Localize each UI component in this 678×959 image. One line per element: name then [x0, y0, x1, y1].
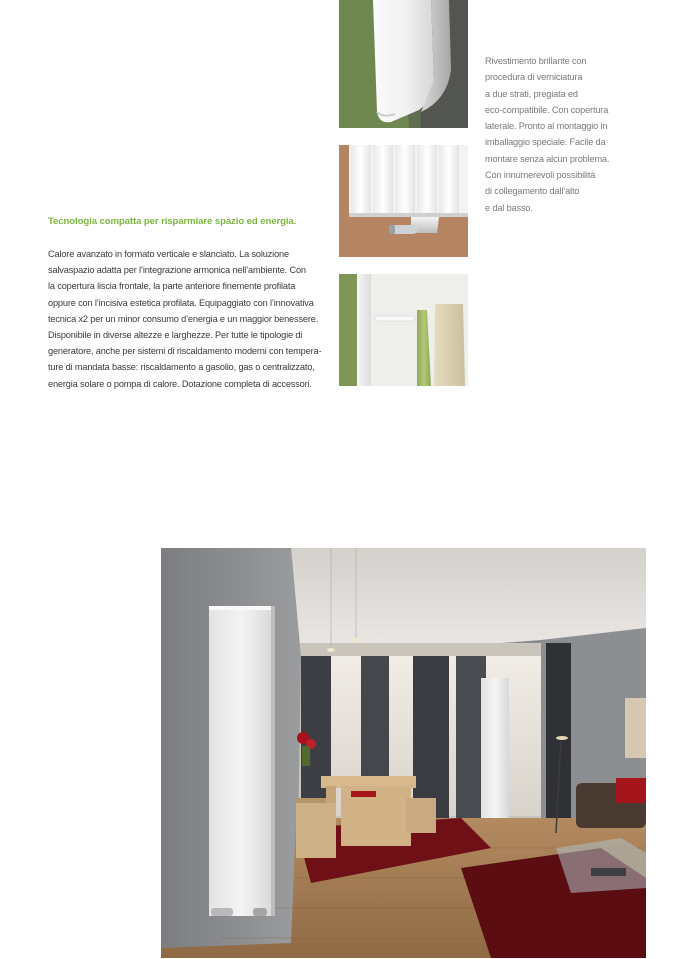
caption-line: e dal basso. — [485, 202, 533, 213]
radiator-towel-bar-illustration — [339, 274, 468, 386]
photo-living-room-interior — [161, 548, 646, 958]
caption-line: di collegamento dall’alto — [485, 186, 580, 197]
body-line: energia solare o pompa di calore. Dotazione completa di accessori. — [48, 378, 312, 389]
photo-radiator-valve — [339, 145, 468, 257]
caption-line: Rivestimento brillante con — [485, 56, 587, 66]
body-line: Calore avanzato in formato verticale e slanciato. La soluzione — [48, 249, 289, 259]
body-line: tecnica x2 per un minor consumo d’energia e un maggior benessere. — [48, 313, 319, 324]
radiator-valve-illustration — [339, 145, 468, 257]
body-line: Disponibile in diverse altezze e larghezze. Per tutte le tipologie di — [48, 330, 303, 341]
body-line: ture di mandata basse: riscaldamento a gasolio, gas o centralizzato, — [48, 362, 315, 373]
caption-line: Con innumerevoli possibilità — [485, 170, 596, 181]
caption-line: laterale. Pronto al montaggio in — [485, 121, 608, 132]
caption-line: procedura di verniciatura — [485, 72, 583, 83]
caption-line: a due strati, pregiata ed — [485, 88, 578, 99]
side-caption — [485, 53, 625, 216]
body-line: generatore, anche per sistemi di riscaldamento moderni con tempera- — [48, 346, 322, 357]
caption-line: eco-compatibile. Con copertura — [485, 104, 609, 115]
radiator-side-cover-illustration — [339, 0, 468, 128]
section-heading: Tecnologia compatta per risparmiare spazio ed energia. — [48, 216, 297, 227]
photo-radiator-towel-bar — [339, 274, 468, 386]
photo-radiator-side-cover — [339, 0, 468, 128]
body-line: la copertura liscia frontale, la parte anteriore finemente profilata — [48, 281, 296, 292]
body-line: oppure con l’incisiva estetica profilata. Equipaggiato con l’innovativa — [48, 297, 314, 308]
body-line: salvaspazio adatta per l’integrazione armonica nell’ambiente. Con — [48, 265, 306, 276]
caption-line: montare senza alcun problema. — [485, 153, 610, 164]
living-room-illustration — [161, 548, 646, 958]
caption-line: imballaggio speciale. Facile da — [485, 137, 606, 148]
body-paragraph — [48, 246, 338, 392]
